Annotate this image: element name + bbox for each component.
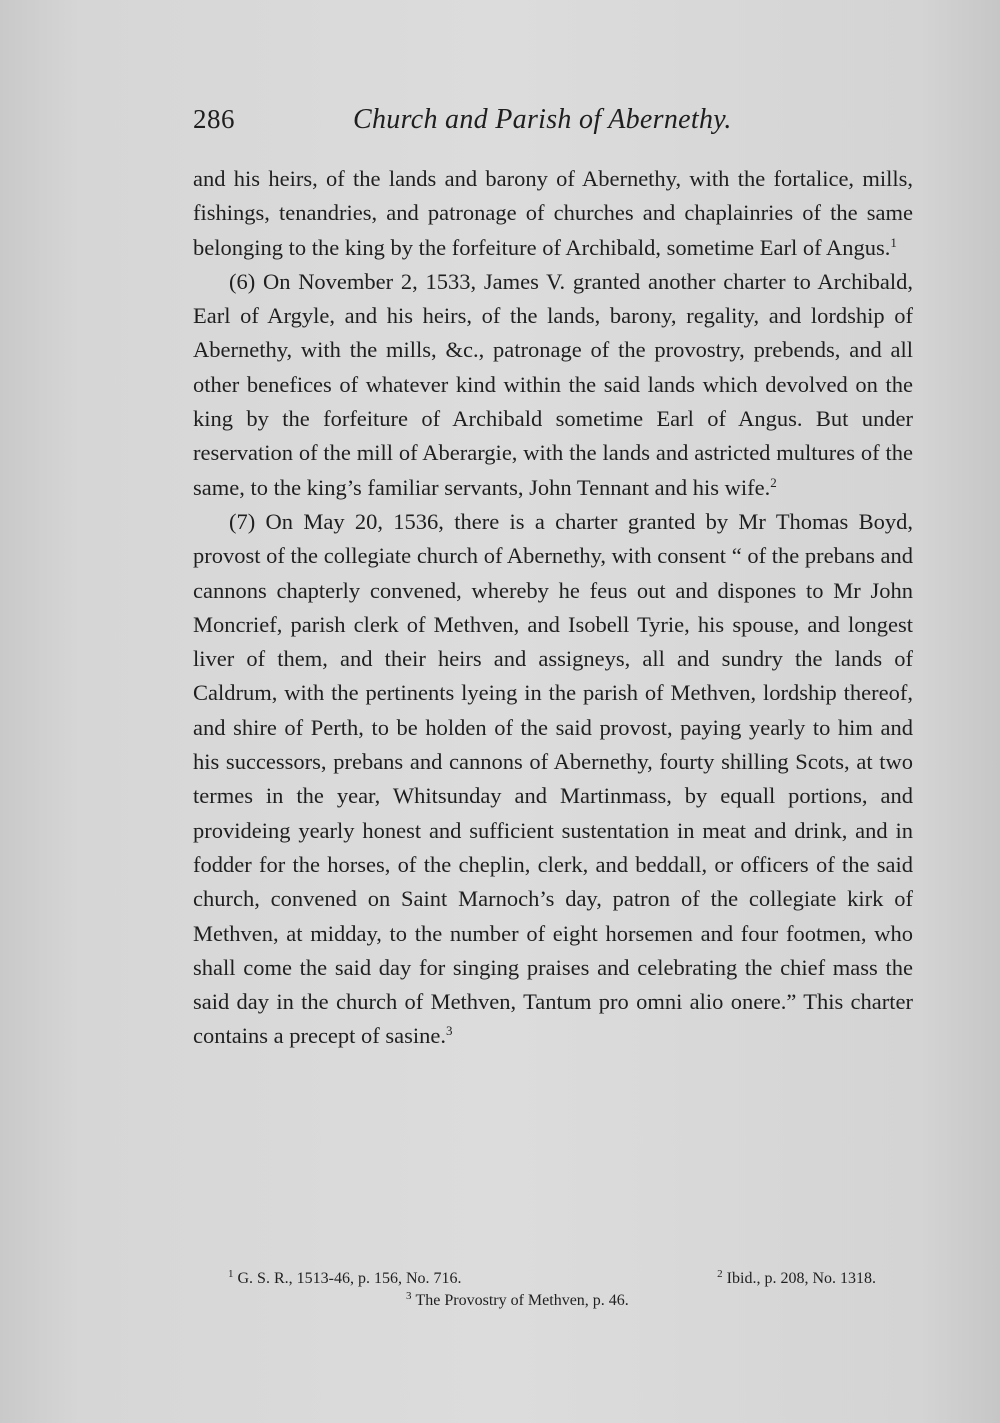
footnote-mark: 2 [717,1268,723,1280]
footnote-text: The Provostry of Methven, p. 46. [415,1292,629,1309]
body-text [193,162,913,1054]
page-number: 286 [193,104,235,134]
paragraph-text: (7) On May 20, 1536, there is a charter granted by Mr Thomas Boyd, provost of the collegiate church of Abernethy, with consent “ of the prebans and cannons chapterly convened, whereby he feus out and dispones to Mr John Moncrief, parish clerk of Methven, and Isobell Tyrie, his spouse, and longest liver of them, and their heirs and assigneys, all and sundry the lands of Caldrum, with the pertinents lyeing in the parish of Methven, lordship thereof, and shire of Perth, to be holden of the said provost, paying yearly to him and his successors, prebans and cannons of Abernethy, fourty shilling Scots, at two termes in the year, Whitsunday and Martinmass, by equall portions, and provideing yearly honest and sufficient sustentation in meat and drink, and in fodder for the horses, of the cheplin, clerk, and beddall, or officers of the said church, convened on Saint Marnoch’s day, patron of the collegiate kirk of Methven, at midday, to the number of eight horsemen and four footmen, who shall come the said day for singing praises and celebrating the chief mass the said day in the church of Methven, Tantum pro omni alio onere.” This charter contains a precept of sasine. [193,508,913,1049]
footnote-row [228,1263,888,1285]
footnote-text: Ibid., p. 208, No. 1318. [726,1270,876,1287]
running-title: Church and Parish of Abernethy. [353,104,732,135]
footnote-mark: 1 [228,1268,234,1280]
footnote-mark: 3 [406,1290,412,1302]
footnote-reference: 3 [446,1023,453,1039]
paragraph-text: and his heirs, of the lands and barony of Abernethy, with the fortalice, mills, fishings, tenandries, and patronage of churches and chaplainries of the same belonging to the king by the forfeiture of Archibald, sometime Earl of Angus. [193,166,913,260]
paragraph-charter-7 [193,505,913,1054]
footnotes [228,1263,888,1307]
footnote-row [228,1285,888,1307]
page-header [193,104,913,144]
footnote-reference: 1 [890,234,897,250]
paragraph-text: (6) On November 2, 1533, James V. granted another charter to Archibald, Earl of Argyle, and his heirs, of the lands, barony, regality, and lordship of Abernethy, with the mills, &c., patronage of the provostry, prebends, and all other benefices of whatever kind within the said lands which devolved on the king by the forfeiture of Archibald sometime Earl of Angus. But under reservation of the mill of Aberargie, with the lands and astricted multures of the same, to the king’s familiar servants, John Tennant and his wife. [193,268,913,500]
paragraph-continuation [193,162,913,265]
paragraph-charter-6 [193,265,913,505]
footnote-3 [406,1285,629,1312]
footnote-text: G. S. R., 1513-46, p. 156, No. 716. [237,1270,462,1287]
footnote-reference: 2 [770,474,777,490]
